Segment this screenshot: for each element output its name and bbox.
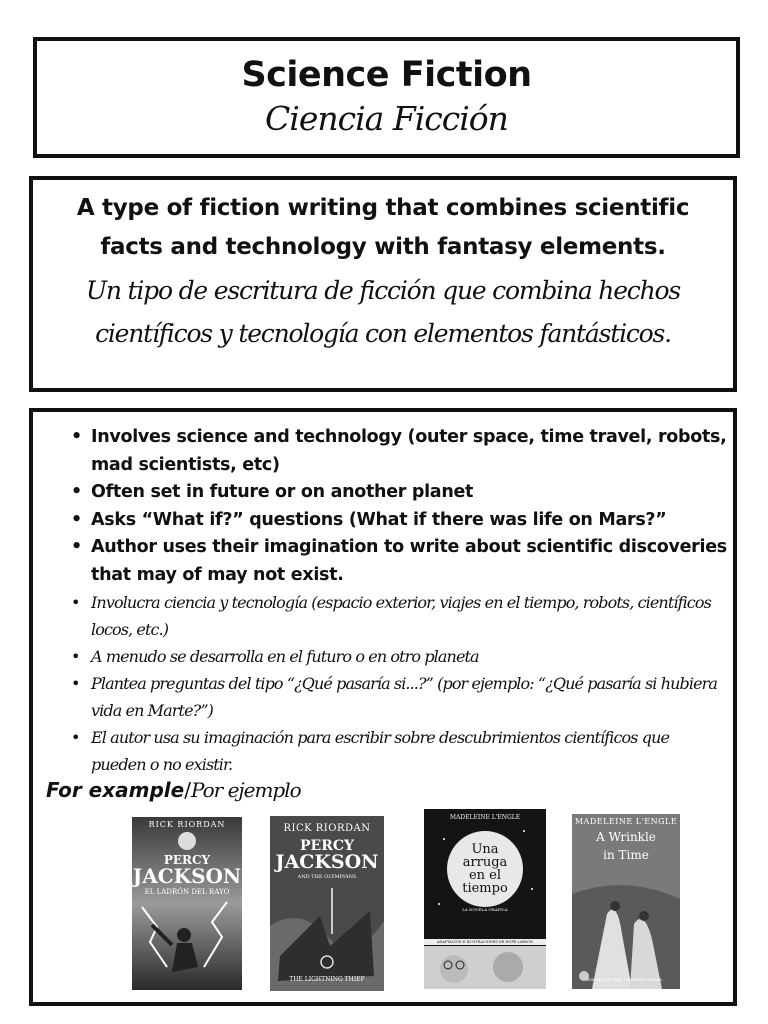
book-subtitle: LA NOVELA GRÁFICA — [462, 907, 508, 912]
book-title-line3: en el — [468, 868, 502, 883]
example-separator: / — [184, 778, 191, 802]
example-label-english: For example — [46, 778, 185, 802]
title-box — [33, 37, 740, 158]
example-label-spanish: Por ejemplo — [190, 778, 301, 802]
list-item: • A menudo se desarrolla en el futuro o en otro planeta — [67, 643, 727, 670]
book-title-line1: Una — [471, 842, 499, 857]
book-cover-a-wrinkle-in-time — [572, 814, 680, 989]
book-author: RICK RIORDAN — [283, 823, 371, 834]
list-item: • Involucra ciencia y tecnología (espacio exterior, viajes en el tiempo, robots, científicos locos, etc.) — [67, 589, 727, 643]
book-cover-una-arruga-en-el-tiempo — [424, 809, 546, 989]
book-title-line2: JACKSON — [132, 864, 242, 888]
book-badge: WINNER OF THE NEWBERY MEDAL — [586, 977, 663, 982]
book-cover-percy-jackson-spanish — [132, 817, 242, 990]
book-subtitle: THE LIGHTNING THIEF — [289, 976, 365, 983]
book-title-line1: PERCY — [300, 838, 354, 854]
characteristics-box — [29, 408, 737, 1006]
title-english: Science Fiction — [241, 55, 532, 95]
book-title-line4: tiempo — [462, 881, 508, 896]
book-cover-percy-jackson-lightning-thief — [270, 816, 384, 991]
title-spanish: Ciencia Ficción — [265, 99, 508, 138]
definition-english: A type of fiction writing that combines scientific facts and technology with fantasy elements. — [76, 195, 690, 260]
definition-spanish: Un tipo de escritura de ficción que combina hechos científicos y tecnología con elementos fantásticos. — [86, 276, 680, 348]
book-subtitle: EL LADRÓN DEL RAYO — [144, 888, 230, 896]
list-item: • El autor usa su imaginación para escribir sobre descubrimientos científicos que pueden o no existir. — [67, 724, 727, 778]
list-item: • Asks “What if?” questions (What if there was life on Mars?” — [67, 507, 727, 535]
book-credit: ADAPTACIÓN E ILUSTRACIONES DE HOPE LARSON — [436, 940, 534, 944]
book-author: RICK RIORDAN — [148, 820, 226, 829]
book-cover-art — [424, 809, 546, 989]
book-title-line1: A Wrinkle — [596, 830, 656, 844]
book-author: MADELEINE L'ENGLE — [574, 817, 678, 826]
list-item: • Author uses their imagination to write about scientific discoveries that may of may not exist. — [67, 534, 727, 589]
definition-box — [29, 176, 737, 392]
book-title-line1: PERCY — [163, 853, 211, 867]
book-title-line2: in Time — [603, 848, 649, 862]
book-cover-art — [132, 817, 242, 990]
book-author: MADELEINE L'ENGLE — [449, 814, 521, 821]
list-item: • Involves science and technology (outer space, time travel, robots, mad scientists, etc) — [67, 424, 727, 479]
characteristics-list — [67, 424, 727, 778]
book-title-line2: JACKSON — [275, 851, 379, 873]
list-item: • Plantea preguntas del tipo “¿Qué pasaría si...?” (por ejemplo: “¿Qué pasaría si hubiera vida en Marte?”) — [67, 670, 727, 724]
book-subtitle-top: AND THE OLYMPIANS — [297, 874, 357, 880]
list-item: • Often set in future or on another planet — [67, 479, 727, 507]
book-title-line2: arruga — [462, 855, 508, 870]
example-label — [46, 777, 301, 803]
